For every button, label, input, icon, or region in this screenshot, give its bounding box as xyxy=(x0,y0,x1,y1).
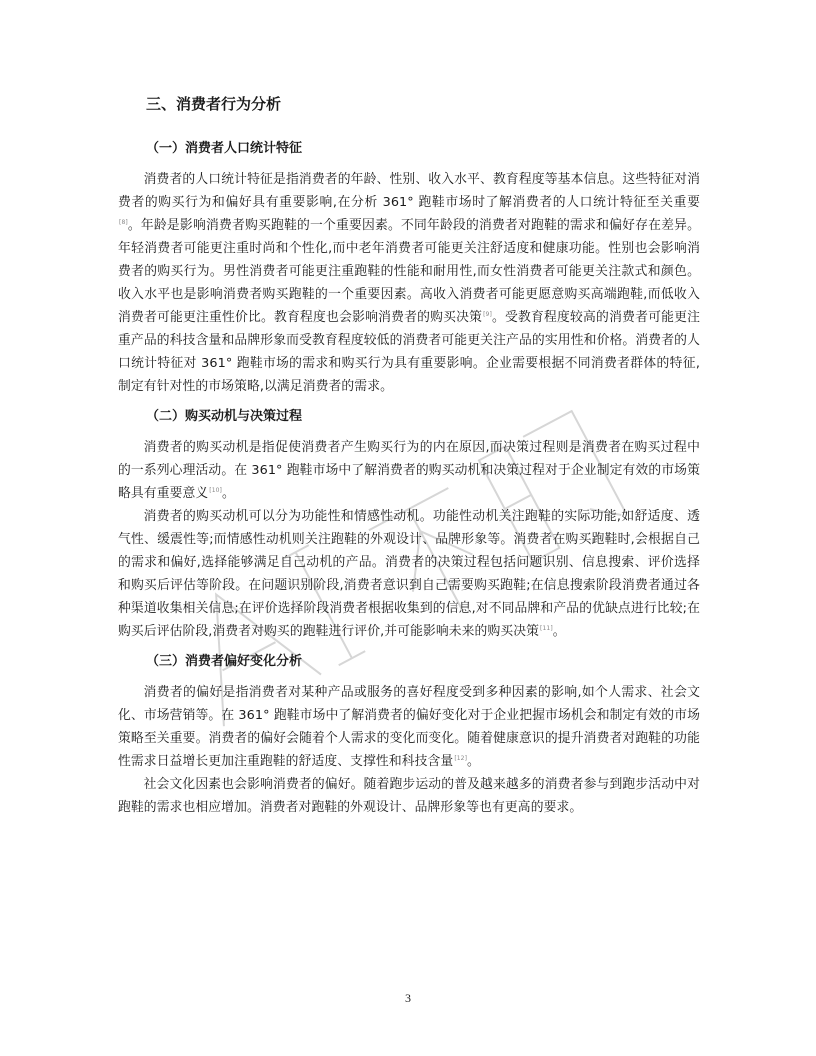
text-segment: 。 xyxy=(222,486,235,501)
subsection-title-demographics: （一）消费者人口统计特征 xyxy=(146,141,303,156)
paragraph-motivation-intro xyxy=(118,436,700,505)
text-segment: 消费者的购买动机是指促使消费者产生购买行为的内在原因,而决策过程则是消费者在购买过程中的一系列心理活动。在 361° 跑鞋市场中了解消费者的购买动机和决策过程对于企业制定有效的市场策略具有重要意义 xyxy=(118,440,700,501)
text-segment: 消费者的偏好是指消费者对某种产品或服务的喜好程度受到多种因素的影响,如个人需求、社会文化、市场营销等。在 361° 跑鞋市场中了解消费者的偏好变化对于企业把握市场机会和制定有效的市场策略至关重要。消费者的偏好会随着个人需求的变化而变化。随着健康意识的提升消费者对跑鞋的功能性需求日益增长更加注重跑鞋的舒适度、支撑性和科技含量 xyxy=(118,685,700,769)
citation-11: [11] xyxy=(540,624,553,632)
subsection-title-motivation: （二）购买动机与决策过程 xyxy=(146,409,303,424)
text-segment: 。 xyxy=(552,624,566,639)
document-body xyxy=(118,92,700,819)
text-segment: 消费者的购买动机可以分为功能性和情感性动机。功能性动机关注跑鞋的实际功能,如舒适度、透气性、缓震性等;而情感性动机则关注跑鞋的外观设计、品牌形象等。消费者在购买跑鞋时,会根据自己的需求和偏好,选择能够满足自己动机的产品。消费者的决策过程包括问题识别、信息搜索、评价选择和购买后评估等阶段。在问题识别阶段,消费者意识到自己需要购买跑鞋;在信息搜索阶段消费者通过各种渠道收集相关信息;在评价选择阶段消费者根据收集到的信息,对不同品牌和产品的优缺点进行比较;在购买后评估阶段,消费者对购买的跑鞋进行评价,并可能影响未来的购买决策 xyxy=(118,509,700,639)
page-number: 3 xyxy=(405,991,411,1005)
text-segment: 。年龄是影响消费者购买跑鞋的一个重要因素。不同年龄段的消费者对跑鞋的需求和偏好存在差异。年轻消费者可能更注重时尚和个性化,而中老年消费者可能更关注舒适度和健康功能。性别也会影响消费者的购买行为。男性消费者可能更注重跑鞋的性能和耐用性,而女性消费者可能更关注款式和颜色。收入水平也是影响消费者购买跑鞋的一个重要因素。高收入消费者可能更愿意购买高端跑鞋,而低收入消费者可能更注重性价比。教育程度也会影响消费者的购买决策 xyxy=(118,218,700,325)
section-title: 三、消费者行为分析 xyxy=(146,95,282,113)
citation-10: [10] xyxy=(209,486,222,494)
text-segment: 。受教育程度较高的消费者可能更注重产品的科技含量和品牌形象而受教育程度较低的消费者可能更关注产品的实用性和价格。消费者的人口统计特征对 361° 跑鞋市场的需求和购买行为具有重要影响。企业需要根据不同消费者群体的特征,制定有针对性的市场策略,以满足消费者的需求。 xyxy=(118,310,700,394)
paragraph-demographics xyxy=(118,168,700,398)
paragraph-social-culture: 社会文化因素也会影响消费者的偏好。随着跑步运动的普及越来越多的消费者参与到跑步活动中对跑鞋的需求也相应增加。消费者对跑鞋的外观设计、品牌形象等也有更高的要求。 xyxy=(118,777,700,815)
text-segment: 消费者的人口统计特征是指消费者的年龄、性别、收入水平、教育程度等基本信息。这些特征对消费者的购买行为和偏好具有重要影响,在分析 361° 跑鞋市场时了解消费者的人口统计特征至关重要 xyxy=(118,172,700,210)
text-segment: 。 xyxy=(467,754,480,769)
subsection-title-preferences: （三）消费者偏好变化分析 xyxy=(146,654,303,669)
citation-8: [8] xyxy=(119,218,128,226)
citation-9: [9] xyxy=(483,310,492,318)
paragraph-preferences xyxy=(118,681,700,773)
citation-12: [12] xyxy=(454,754,468,762)
paragraph-motivation-detail xyxy=(118,505,700,643)
